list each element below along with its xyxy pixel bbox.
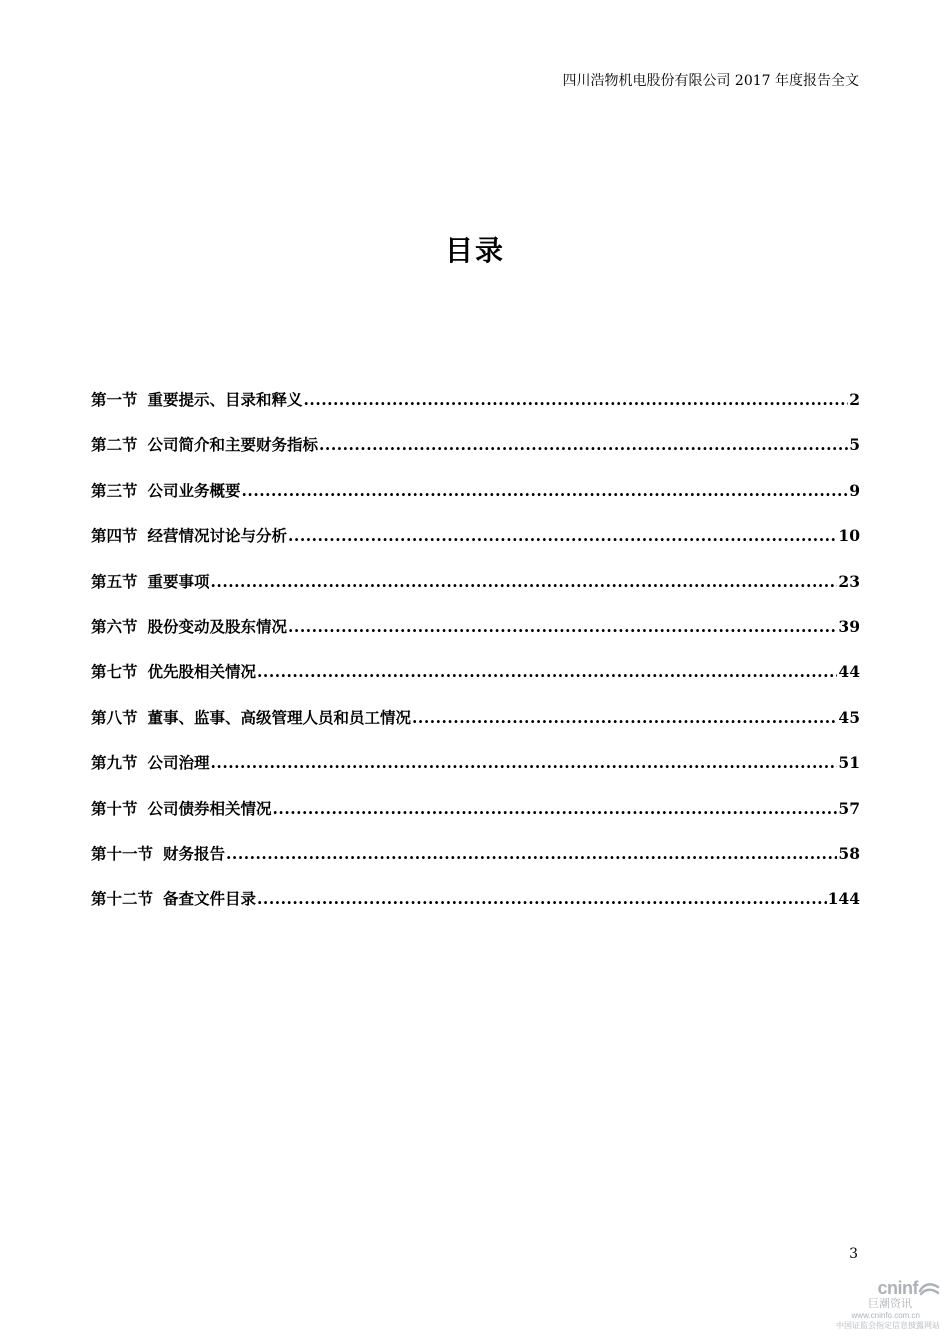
toc-section-number: 第七节 <box>91 662 138 682</box>
toc-page-number: 9 <box>849 480 860 500</box>
cninfo-tagline: 中国证监会指定信息披露网站 <box>836 1321 940 1330</box>
toc-item[interactable] <box>91 887 860 932</box>
toc-leader-dots <box>288 617 837 636</box>
toc-section-title: 董事、监事、高级管理人员和员工情况 <box>147 707 412 727</box>
toc-page-number: 44 <box>838 662 860 682</box>
toc-item[interactable] <box>91 751 860 796</box>
toc-section-title: 公司治理 <box>147 753 210 773</box>
toc-leader-dots <box>257 662 837 681</box>
page-number: 3 <box>849 1246 858 1262</box>
toc-leader-dots <box>304 390 849 409</box>
toc-section-number: 第三节 <box>91 480 138 500</box>
toc-section-title: 备查文件目录 <box>163 889 257 909</box>
cninfo-logo-text: cninf <box>877 1278 918 1298</box>
toc-section-title: 公司简介和主要财务指标 <box>147 435 319 455</box>
page-title: 目录 <box>444 234 505 267</box>
toc-item[interactable] <box>91 842 860 887</box>
toc-item[interactable] <box>91 615 860 660</box>
toc-section-number: 第四节 <box>91 526 138 546</box>
page-header: 四川浩物机电股份有限公司 2017 年度报告全文 <box>562 73 859 89</box>
toc-leader-dots <box>288 526 837 545</box>
toc-section-title: 公司债券相关情况 <box>147 798 272 818</box>
toc-item[interactable] <box>91 570 860 615</box>
toc-section-number: 第五节 <box>91 571 138 591</box>
toc-item[interactable] <box>91 479 860 524</box>
toc-section-title: 优先股相关情况 <box>147 662 257 682</box>
toc-page-number: 57 <box>838 798 860 818</box>
toc-item[interactable] <box>91 706 860 751</box>
cninfo-logo <box>820 1278 940 1298</box>
toc-item[interactable] <box>91 524 860 569</box>
toc-page-number: 144 <box>827 889 860 909</box>
toc-section-number: 第十一节 <box>91 843 154 863</box>
cninfo-watermark <box>820 1278 940 1338</box>
toc-section-title: 财务报告 <box>163 843 226 863</box>
toc-section-title: 经营情况讨论与分析 <box>147 526 288 546</box>
toc-section-title: 公司业务概要 <box>147 480 241 500</box>
toc-section-title: 重要提示、目录和释义 <box>147 390 303 409</box>
toc-leader-dots <box>273 799 838 818</box>
toc-section-number: 第十二节 <box>91 889 154 909</box>
toc-page-number: 23 <box>838 571 860 591</box>
toc-item[interactable] <box>91 797 860 842</box>
toc-section-title: 重要事项 <box>147 571 210 591</box>
toc-section-number: 第二节 <box>91 435 138 455</box>
cninfo-url: www.cninfo.com.cn <box>851 1311 920 1320</box>
toc-page-number: 39 <box>838 616 860 636</box>
toc-page-number: 2 <box>849 390 860 409</box>
toc-page-number: 51 <box>838 753 860 773</box>
toc-section-title: 股份变动及股东情况 <box>147 616 288 636</box>
toc-leader-dots <box>226 844 837 863</box>
table-of-contents <box>91 388 860 933</box>
cninfo-chinese-name: 巨潮资讯 <box>868 1298 912 1310</box>
toc-page-number: 58 <box>838 843 860 863</box>
toc-page-number: 10 <box>838 526 860 546</box>
toc-section-number: 第一节 <box>91 390 138 409</box>
toc-section-number: 第八节 <box>91 707 138 727</box>
toc-page-number: 5 <box>849 435 860 455</box>
toc-leader-dots <box>242 481 849 500</box>
toc-leader-dots <box>412 708 837 727</box>
toc-section-number: 第九节 <box>91 753 138 773</box>
toc-leader-dots <box>257 889 827 908</box>
toc-leader-dots <box>211 572 838 591</box>
toc-page-number: 45 <box>838 707 860 727</box>
toc-section-number: 第十节 <box>91 798 138 818</box>
toc-item[interactable] <box>91 660 860 705</box>
toc-item[interactable] <box>91 388 860 433</box>
toc-leader-dots <box>319 435 848 454</box>
toc-section-number: 第六节 <box>91 616 138 636</box>
toc-leader-dots <box>211 753 838 772</box>
cninfo-swirl-icon <box>918 1281 940 1297</box>
toc-item[interactable] <box>91 433 860 478</box>
